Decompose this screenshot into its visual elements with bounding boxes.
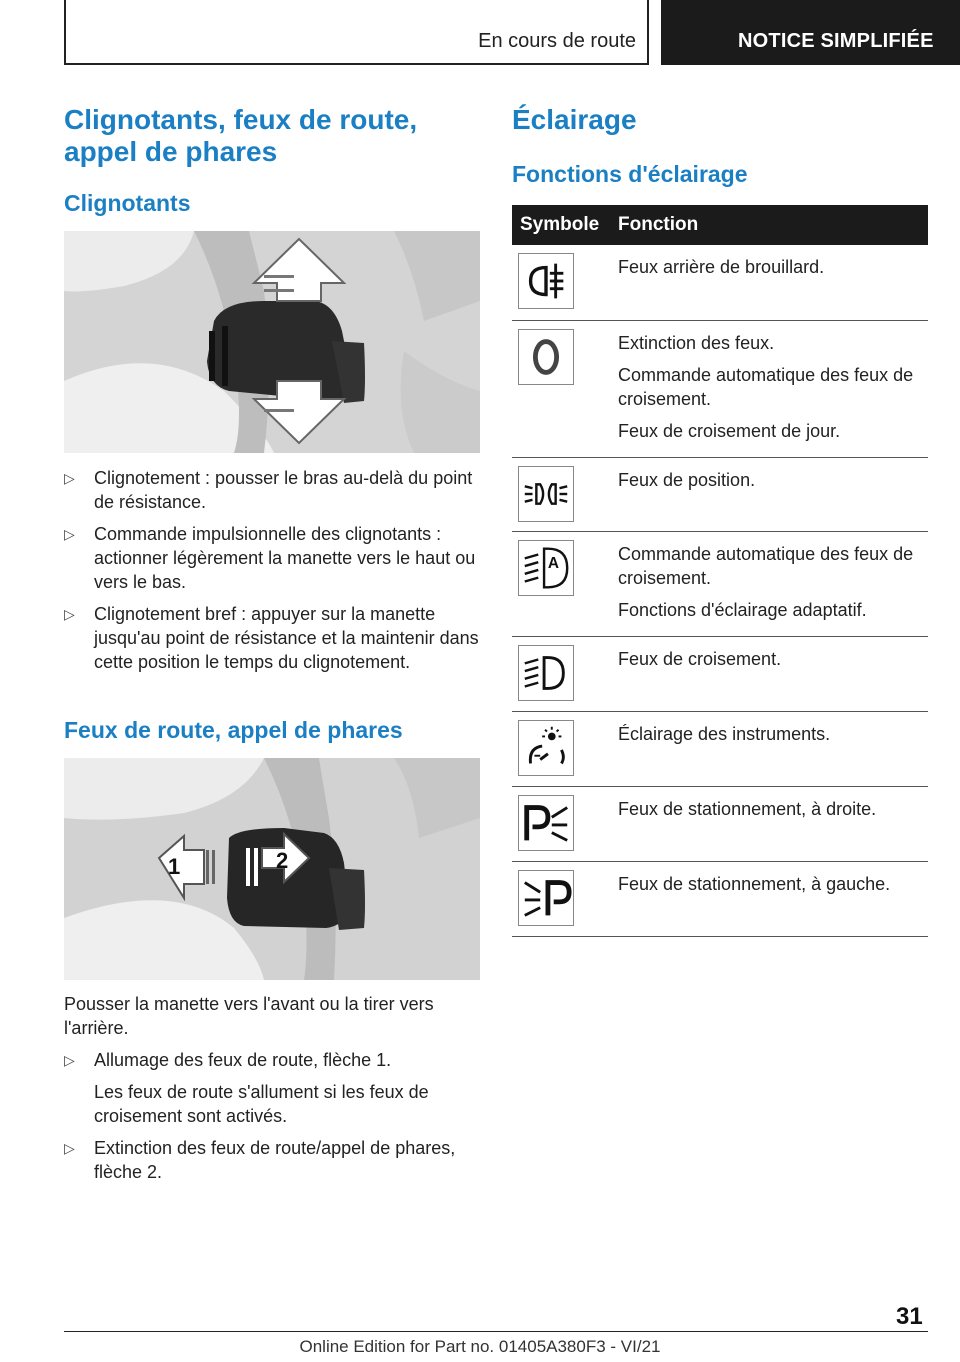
parking-light-left-icon <box>518 870 574 926</box>
subtitle-lighting-functions: Fonctions d'éclairage <box>512 161 748 187</box>
turn-signal-list <box>64 466 480 682</box>
section-title-lighting: Éclairage <box>512 104 637 135</box>
function-text: Feux arrière de brouillard. <box>618 257 825 277</box>
table-row <box>512 786 928 861</box>
arrow-label-2: 2 <box>276 848 289 873</box>
high-beam-instruction: Pousser la manette vers l'avant ou la tirer vers l'arrière. <box>64 994 434 1038</box>
parking-lights-icon <box>518 466 574 522</box>
list-item-note: Les feux de route s'allument si les feux de croisement sont activés. <box>94 1082 429 1126</box>
instrument-lighting-icon <box>518 720 574 776</box>
list-item-text: Allumage des feux de route, flèche 1. <box>94 1050 392 1070</box>
auto-headlight-icon <box>518 540 574 596</box>
high-beam-stalk-image <box>64 758 480 980</box>
function-text: Feux de position. <box>618 469 756 490</box>
table-row <box>512 711 928 786</box>
svg-text:A: A <box>547 554 560 572</box>
lighting-functions-table <box>512 205 928 937</box>
list-item <box>64 1136 480 1184</box>
header-section: En cours de route <box>478 30 636 52</box>
page-number: 31 <box>896 1303 923 1330</box>
table-row <box>512 861 928 936</box>
subtitle-turn-signals: Clignotants <box>64 190 191 216</box>
function-text: Éclairage des instruments. <box>618 723 831 744</box>
high-beam-list <box>64 1048 480 1192</box>
list-item-text: Extinction des feux de route/appel de phares, flèche 2. <box>94 1138 456 1182</box>
footer-edition: Online Edition for Part no. 01405A380F3 - VI/21 <box>299 1337 661 1356</box>
table-row <box>512 457 928 531</box>
table-row <box>512 531 928 636</box>
header-tab[interactable]: NOTICE SIMPLIFIÉE <box>661 0 960 65</box>
turn-signal-stalk-image <box>64 231 480 453</box>
function-text: Feux de stationnement, à droite. <box>618 798 877 819</box>
section-title-signals: Clignotants, feux de route, appel de phares <box>64 104 418 167</box>
footer-divider <box>64 1331 928 1332</box>
function-text: Commande automatique des feux de croisement. <box>618 364 914 409</box>
list-item <box>64 1048 480 1128</box>
arrow-label-1: 1 <box>168 854 181 879</box>
table-row <box>512 245 928 320</box>
function-text: Feux de croisement. <box>618 648 782 669</box>
function-text: Feux de stationnement, à gauche. <box>618 873 891 894</box>
subtitle-high-beam: Feux de route, appel de phares <box>64 717 403 743</box>
function-text: Feux de croisement de jour. <box>618 420 841 441</box>
list-item: ▷ Commande impulsionnelle des clignotants : actionner légèrement la manette vers le haut ou vers le bas. <box>64 522 480 594</box>
list-item: ▷ Clignotement bref : appuyer sur la manette jusqu'au point de résistance et la maintenir dans cette position le temps du clignotement. <box>64 602 480 674</box>
list-item: ▷ Clignotement : pousser le bras au-delà du point de résistance. <box>64 466 480 514</box>
column-header-symbol: Symbole <box>512 205 610 245</box>
column-header-function: Fonction <box>610 205 928 245</box>
rear-fog-light-icon <box>518 253 574 309</box>
table-row <box>512 636 928 711</box>
function-text: Commande automatique des feux de croisement. <box>618 543 914 588</box>
function-text: Extinction des feux. <box>618 332 775 353</box>
low-beam-icon <box>518 645 574 701</box>
lights-off-icon <box>518 329 574 385</box>
function-text: Fonctions d'éclairage adaptatif. <box>618 599 867 620</box>
parking-light-right-icon <box>518 795 574 851</box>
table-row <box>512 320 928 457</box>
